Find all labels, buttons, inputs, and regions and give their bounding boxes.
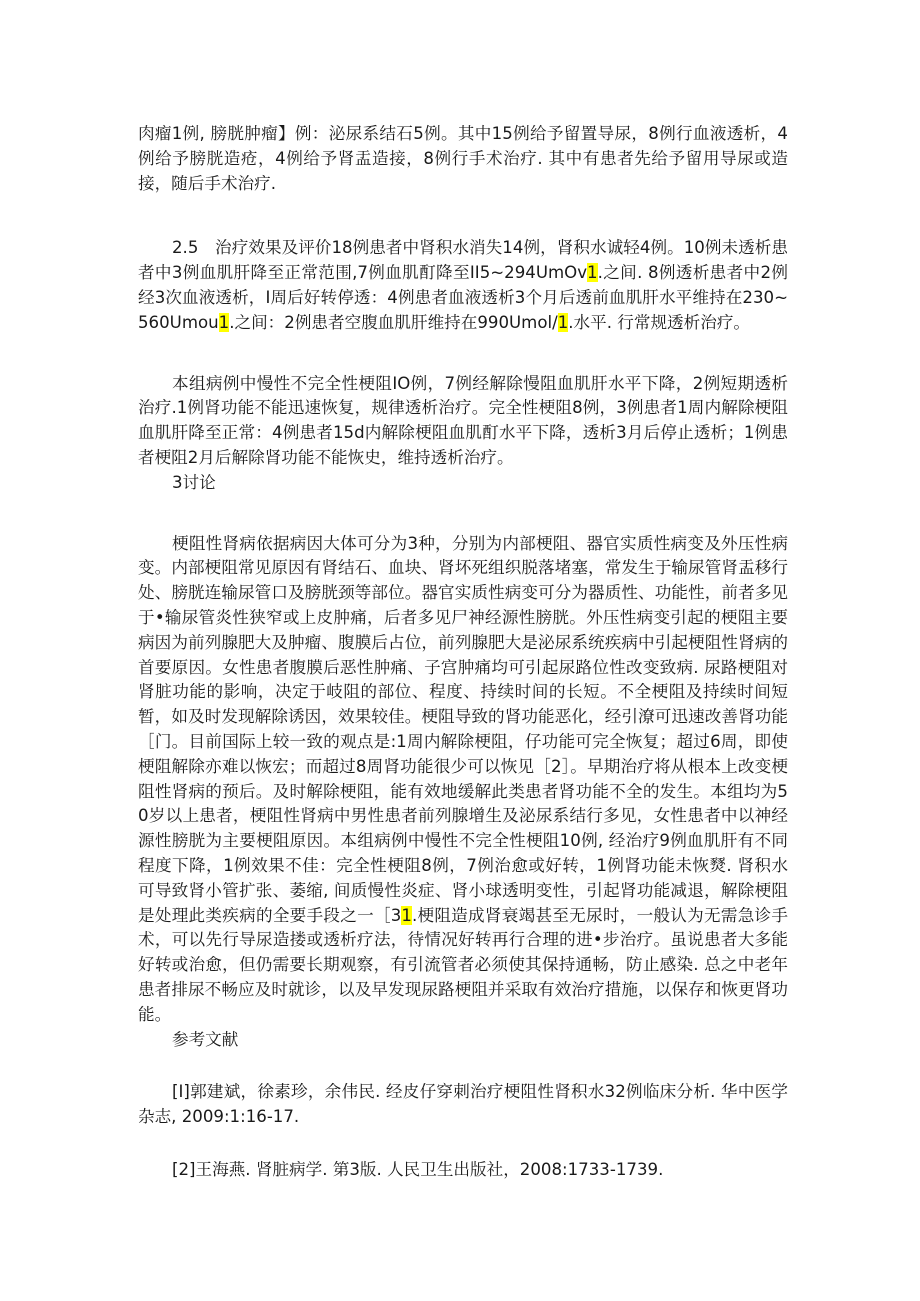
paragraph-discussion (138, 532, 788, 1028)
results-text-part-2: .之间. 8例透析患者中2例经3次血液透析，I周后好转停透：4例患者血液透析3个月后透前血肌肝水平维持在230~560Umou (138, 263, 788, 332)
reference-item-1: [I]郭建斌，徐素珍，余伟民. 经皮仔穿刺治疗梗阻性肾积水32例临床分析. 华中医学杂志, 2009:1:16-17. (138, 1082, 788, 1127)
highlight-mark: 1 (218, 312, 230, 332)
results-text-part-4: .水平. 行常规透析治疗。 (568, 312, 751, 332)
highlight-mark: 1 (401, 905, 412, 925)
document-body (138, 122, 788, 1183)
highlight-mark: 1 (587, 263, 598, 283)
highlight-mark: 1 (557, 312, 569, 332)
reference-item-2: [2]王海燕. 肾脏病学. 第3版. 人民卫生出版社，2008:1733-1739. (172, 1159, 664, 1179)
paragraph-obstruction-outcomes: 本组病例中慢性不完全性梗阻IO例，7例经解除慢阻血肌肝水平下降，2例短期透析治疗.1例肾功能不能迅速恢复，规律透析治疗。完全性梗阻8例，3例患者1周内解除梗阻血肌肝降至正常：4例患者15d内解除梗阻血肌酊水平下降，透析3月后停止透析；1例患者梗阻2月后解除肾功能不能恢史，维持透析治疗。 (138, 373, 788, 467)
section-heading-discussion: 3讨论 (172, 472, 216, 492)
discussion-text-part-2: .梗阻造成肾衰竭甚至无尿时，一般认为无需急诊手术，可以先行导尿造搂或透析疗法，待情况好转再行合理的进•步治疗。虽说患者大多能好转或治愈，但仍需要长期观察，有引流管者必须使其保持通畅，防止感染. 总之中老年患者排尿不畅应及时就诊，以及早发现尿路梗阻并采取有效治疗措施，以保存和恢更肾功能。 (138, 905, 788, 1024)
references-heading: 参考文献 (172, 1029, 239, 1049)
results-text-part-3: .之间：2例患者空腹血肌肝维持在990Umol/ (229, 312, 558, 332)
discussion-text-part-1: 梗阻性肾病依据病因大体可分为3种，分别为内部梗阻、器官实质性病变及外压性病变。内部梗阻常见原因有肾结石、血块、肾坏死组织脱落堵塞，常发生于输尿管肾盂移行处、膀胱连输尿管口及膀胱颈等部位。器官实质性病变可分为器质性、功能性，前者多见于•输尿管炎性狭窄或上皮肿痛，后者多见尸神经源性膀胱。外压性病变引起的梗阻主要病因为前列腺肥大及肿瘤、腹膜后占位，前列腺肥大是泌尿系统疾病中引起梗阻性肾病的首要原因。女性患者腹膜后恶性肿痛、子宫肿痛均可引起尿路位性改变致病. 尿路梗阻对肾脏功能的影响，决定于岐阻的部位、程度、持续时间的长短。不全梗阻及持续时间短暂，如及时发现解除诱因，效果较佳。梗阻导致的肾功能恶化，经引潦可迅速改善肾功能［门。目前国际上较一致的观点是:1周内解除梗阻，仔功能可完全恢复；超过6周，即使梗阻解除亦难以恢宏；而超过8周肾功能很少可以恢见［2］。早期治疗将从根本上改变梗阻性肾病的预后。及时解除梗阻，能有效地缓解此类患者肾功能不全的发生。本组均为50岁以上患者，梗阻性肾病中男性患者前列腺增生及泌尿系结行多见，女性患者中以神经源性膀胱为主要梗阻原因。本组病例中慢性不完全性梗阻10例, 经治疗9例血肌肝有不同程度下降，1例效果不佳：完全性梗阻8例，7例治愈或好转，1例肾功能未恢燹. 肾积水可导致肾小管扩张、萎缩, 间质慢性炎症、肾小球透明变性，引起肾功能减退，解除梗阻是处理此类疾病的全要手段之一［3 (138, 533, 788, 925)
results-text-part-1: 2.5 治疗效果及评价18例患者中肾积水消失14例，肾积水诚轻4例。10例未透析患者中3例血肌肝降至正常范围,7例血肌酊降至II5~294UmOv (138, 238, 788, 283)
paragraph-treatment-results (138, 236, 788, 335)
paragraph-case-treatment: 肉瘤1例, 膀胱肿瘤】例：泌尿系结石5例。其中15例给予留置导尿，8例行血液透析，4例给予膀胱造疮，4例给予肾盂造接，8例行手术治疗. 其中有患者先给予留用导尿或造接，随后手术治疗. (138, 124, 788, 193)
